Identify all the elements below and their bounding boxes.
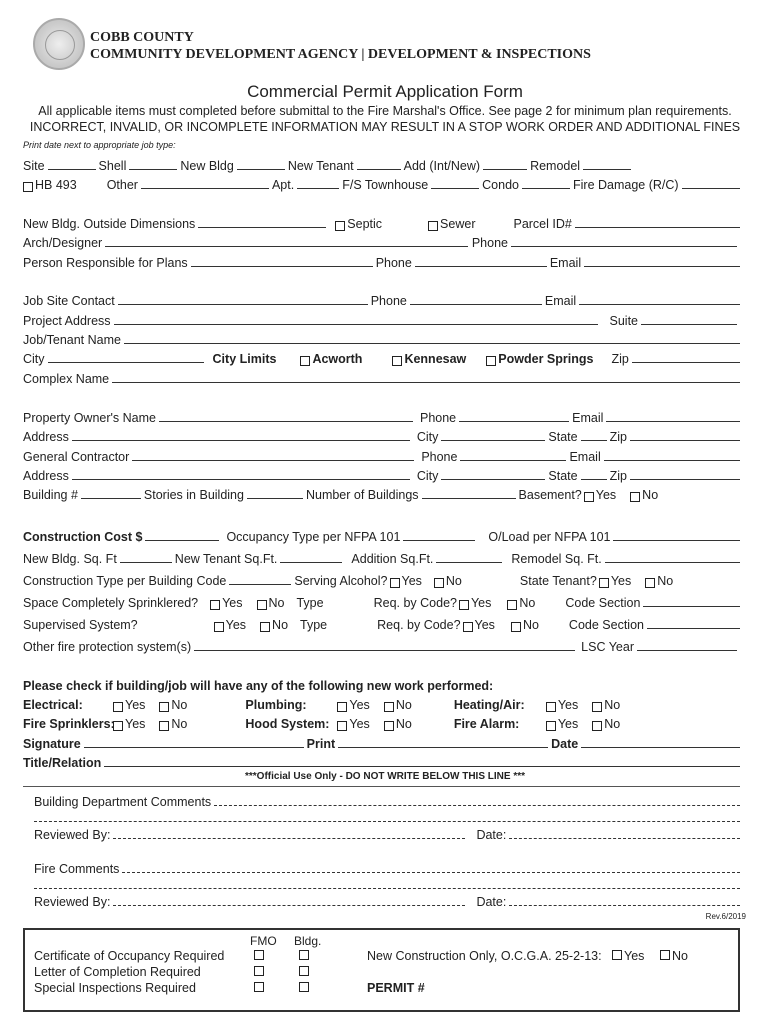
new-tenant-field[interactable] xyxy=(357,169,401,170)
basement-no-checkbox[interactable] xyxy=(630,492,640,502)
other-field[interactable] xyxy=(141,188,269,189)
label-contact-email: Email xyxy=(544,294,577,308)
outside-dims-field[interactable] xyxy=(198,227,326,228)
label-building-no: Building # xyxy=(23,488,78,502)
arch-phone-field[interactable] xyxy=(511,246,737,247)
new-construction-no-checkbox[interactable] xyxy=(660,950,670,960)
septic-checkbox[interactable] xyxy=(335,221,345,231)
label-fs-townhouse: F/S Townhouse xyxy=(342,178,429,192)
basement-yes-checkbox[interactable] xyxy=(584,492,594,502)
site-field[interactable] xyxy=(48,169,96,170)
label-supervised-type: Type xyxy=(300,618,328,632)
label-title-relation: Title/Relation xyxy=(23,756,102,770)
label-shell: Shell xyxy=(98,159,127,173)
gc-phone-field[interactable] xyxy=(460,460,566,461)
building-no-field[interactable] xyxy=(81,498,141,499)
label-zip: Zip xyxy=(611,352,629,366)
gc-zip-field[interactable] xyxy=(630,479,740,480)
label-complex: Complex Name xyxy=(23,372,110,386)
label-owner-state: State xyxy=(548,430,578,444)
revision-label: Rev.6/2019 xyxy=(705,912,746,921)
zip-field[interactable] xyxy=(632,362,740,363)
label-other: Other xyxy=(106,178,138,192)
arch-field[interactable] xyxy=(105,246,468,247)
co-fmo-checkbox[interactable] xyxy=(254,950,264,960)
label-gc-city: City xyxy=(416,469,439,483)
owner-name-field[interactable] xyxy=(159,421,413,422)
label-outside-dims: New Bldg. Outside Dimensions xyxy=(23,217,196,231)
label-other-fire: Other fire protection system(s) xyxy=(23,640,192,654)
label-plans-phone: Phone xyxy=(375,256,412,270)
state-tenant-no-checkbox[interactable] xyxy=(645,578,655,588)
label-hood: Hood System: xyxy=(245,717,330,731)
date-field[interactable] xyxy=(581,747,740,748)
label-state-tenant-yes: Yes xyxy=(610,574,632,588)
work-heading: Please check if building/job will have any of the following new work performed: xyxy=(23,679,494,693)
alarm-no-checkbox[interactable] xyxy=(592,721,602,731)
label-owner-zip: Zip xyxy=(609,430,627,444)
label-special: Special Inspections Required xyxy=(34,981,196,995)
owner-state-field[interactable] xyxy=(581,440,607,441)
label-sprinklered-no: No xyxy=(268,596,285,610)
new-construction-yes-checkbox[interactable] xyxy=(612,950,622,960)
label-powder-springs: Powder Springs xyxy=(498,352,594,366)
label-sprinklers-no: No xyxy=(171,717,188,731)
label-hood-yes: Yes xyxy=(349,717,370,731)
label-fire-reviewed: Reviewed By: xyxy=(34,895,111,909)
city-field[interactable] xyxy=(48,362,204,363)
label-remodel-sqft: Remodel Sq. Ft. xyxy=(511,552,602,566)
label-sprinklers: Fire Sprinklers: xyxy=(23,717,115,731)
label-supervised-req-yes: Yes xyxy=(474,618,495,632)
label-sprinkler-req-no: No xyxy=(519,596,536,610)
alcohol-yes-checkbox[interactable] xyxy=(390,578,400,588)
label-septic: Septic xyxy=(347,217,383,231)
label-heating-yes: Yes xyxy=(557,698,579,712)
label-new-construction-yes: Yes xyxy=(624,949,645,963)
label-apt: Apt. xyxy=(271,178,295,192)
label-sewer: Sewer xyxy=(440,217,476,231)
hb493-checkbox[interactable] xyxy=(23,182,33,192)
label-num-buildings: Number of Buildings xyxy=(305,488,419,502)
label-fire-comments: Fire Comments xyxy=(34,862,120,876)
hood-no-checkbox[interactable] xyxy=(384,721,394,731)
label-gc-address: Address xyxy=(23,469,69,483)
label-arch-phone: Phone xyxy=(471,236,508,250)
gc-email-field[interactable] xyxy=(604,460,740,461)
gc-city-field[interactable] xyxy=(441,479,545,480)
supervised-req-yes-checkbox[interactable] xyxy=(463,622,473,632)
project-address-field[interactable] xyxy=(114,324,598,325)
label-remodel: Remodel xyxy=(530,159,581,173)
supervised-no-checkbox[interactable] xyxy=(260,622,270,632)
label-plumbing: Plumbing: xyxy=(245,698,307,712)
bldg-comments-field[interactable] xyxy=(214,805,740,806)
label-sprinkler-code: Code Section xyxy=(565,596,641,610)
plans-email-field[interactable] xyxy=(584,266,740,267)
label-alarm-no: No xyxy=(604,717,621,731)
sprinklered-no-checkbox[interactable] xyxy=(257,600,267,610)
label-owner-email: Email xyxy=(572,411,604,425)
sprinkler-code-field[interactable] xyxy=(643,606,740,607)
label-gc: General Contractor xyxy=(23,450,130,464)
label-new-construction-no: No xyxy=(672,949,688,963)
label-supervised-req-no: No xyxy=(522,618,539,632)
label-alarm-yes: Yes xyxy=(557,717,579,731)
label-basement: Basement? xyxy=(518,488,582,502)
parcel-field[interactable] xyxy=(575,227,740,228)
page-title: Commercial Permit Application Form xyxy=(247,82,523,101)
label-sprinkler-req-yes: Yes xyxy=(470,596,492,610)
label-suite: Suite xyxy=(609,314,638,328)
label-supervised-no: No xyxy=(272,618,289,632)
fire-date-field[interactable] xyxy=(509,905,740,906)
label-supervised-code: Code Section xyxy=(568,618,644,632)
label-alcohol-yes: Yes xyxy=(401,574,422,588)
label-arch: Arch/Designer xyxy=(23,236,103,250)
lsc-year-field[interactable] xyxy=(637,650,737,651)
fire-comments-field[interactable] xyxy=(122,872,740,873)
note-1: All applicable items must completed before submittal to the Fire Marshal's Office. See page 2 for minimum plan requirements. xyxy=(38,104,732,118)
label-sprinklers-yes: Yes xyxy=(125,717,146,731)
title-relation-field[interactable] xyxy=(104,766,740,767)
fire-damage-field[interactable] xyxy=(682,188,740,189)
label-alarm: Fire Alarm: xyxy=(453,717,520,731)
kennesaw-checkbox[interactable] xyxy=(392,356,402,366)
electrical-no-checkbox[interactable] xyxy=(159,702,169,712)
owner-email-field[interactable] xyxy=(606,421,740,422)
label-supervised-yes: Yes xyxy=(225,618,247,632)
construction-cost-field[interactable] xyxy=(145,540,219,541)
fire-comments-line-2[interactable] xyxy=(34,888,740,889)
label-person-plans: Person Responsible for Plans xyxy=(23,256,188,270)
job-tenant-field[interactable] xyxy=(124,343,740,344)
electrical-yes-checkbox[interactable] xyxy=(113,702,123,712)
label-permit: PERMIT # xyxy=(367,981,425,995)
label-sprinklered-yes: Yes xyxy=(222,596,243,610)
label-new-bldg: New Bldg xyxy=(180,159,234,173)
label-owner-name: Property Owner's Name xyxy=(23,411,156,425)
official-divider xyxy=(23,786,740,787)
label-construction-cost: Construction Cost $ xyxy=(23,530,143,544)
label-new-construction: New Construction Only, O.C.G.A. 25-2-13: xyxy=(367,949,602,963)
county-seal-logo xyxy=(33,18,85,70)
label-loc: Letter of Completion Required xyxy=(34,965,201,979)
note-2: INCORRECT, INVALID, OR INCOMPLETE INFORMATION MAY RESULT IN A STOP WORK ORDER AND ADDITIONAL FINES xyxy=(29,120,741,134)
label-plumbing-yes: Yes xyxy=(349,698,370,712)
new-bldg-field[interactable] xyxy=(237,169,285,170)
label-bldg-comments: Building Department Comments xyxy=(34,795,212,809)
label-stories: Stories in Building xyxy=(143,488,244,502)
label-sprinkler-type: Type xyxy=(296,596,324,610)
remodel-field[interactable] xyxy=(583,169,631,170)
label-date: Date xyxy=(551,737,579,751)
label-hood-no: No xyxy=(395,717,412,731)
label-city: City xyxy=(23,352,45,366)
special-fmo-checkbox[interactable] xyxy=(254,982,264,992)
label-new-sqft: New Bldg. Sq. Ft xyxy=(23,552,117,566)
plumbing-yes-checkbox[interactable] xyxy=(337,702,347,712)
label-project-address: Project Address xyxy=(23,314,111,328)
remodel-sqft-field[interactable] xyxy=(605,562,740,563)
shell-field[interactable] xyxy=(129,169,177,170)
label-owner-address: Address xyxy=(23,430,69,444)
label-parcel: Parcel ID# xyxy=(513,217,572,231)
label-construction-type: Construction Type per Building Code xyxy=(23,574,227,588)
label-kennesaw: Kennesaw xyxy=(404,352,467,366)
add-field[interactable] xyxy=(483,169,527,170)
alarm-yes-checkbox[interactable] xyxy=(546,721,556,731)
special-bldg-checkbox[interactable] xyxy=(299,982,309,992)
suite-field[interactable] xyxy=(641,324,737,325)
label-alcohol-no: No xyxy=(445,574,462,588)
supervised-req-no-checkbox[interactable] xyxy=(511,622,521,632)
print-field[interactable] xyxy=(338,747,548,748)
official-use-note: ***Official Use Only - DO NOT WRITE BELOW THIS LINE *** xyxy=(244,771,526,782)
label-signature: Signature xyxy=(23,737,81,751)
label-gc-zip: Zip xyxy=(609,469,627,483)
alcohol-no-checkbox[interactable] xyxy=(434,578,444,588)
contact-phone-field[interactable] xyxy=(410,304,542,305)
heating-no-checkbox[interactable] xyxy=(592,702,602,712)
label-owner-city: City xyxy=(416,430,439,444)
powder-springs-checkbox[interactable] xyxy=(486,356,496,366)
bldg-reviewed-field[interactable] xyxy=(113,838,465,839)
label-basement-no: No xyxy=(642,488,659,502)
label-gc-state: State xyxy=(548,469,578,483)
owner-city-field[interactable] xyxy=(441,440,545,441)
county-name: COBB COUNTY xyxy=(90,30,194,45)
construction-type-field[interactable] xyxy=(229,584,291,585)
hood-yes-checkbox[interactable] xyxy=(337,721,347,731)
label-oload: O/Load per NFPA 101 xyxy=(488,530,611,544)
label-gc-email: Email xyxy=(569,450,601,464)
occupancy-field[interactable] xyxy=(403,540,475,541)
label-fire-damage: Fire Damage (R/C) xyxy=(573,178,679,192)
label-acworth: Acworth xyxy=(312,352,363,366)
supervised-yes-checkbox[interactable] xyxy=(214,622,224,632)
acworth-checkbox[interactable] xyxy=(300,356,310,366)
label-bldg: Bldg. xyxy=(294,934,322,948)
label-heating-no: No xyxy=(604,698,621,712)
label-print: Print xyxy=(306,737,336,751)
plans-phone-field[interactable] xyxy=(415,266,547,267)
label-electrical: Electrical: xyxy=(23,698,83,712)
sewer-checkbox[interactable] xyxy=(428,221,438,231)
supervised-code-field[interactable] xyxy=(647,628,740,629)
fs-townhouse-field[interactable] xyxy=(431,188,479,189)
agency-name: COMMUNITY DEVELOPMENT AGENCY | DEVELOPMENT & INSPECTIONS xyxy=(90,47,591,62)
sprinklers-no-checkbox[interactable] xyxy=(159,721,169,731)
label-contact-phone: Phone xyxy=(370,294,407,308)
label-state-tenant-no: No xyxy=(657,574,674,588)
label-add: Add (Int/New) xyxy=(403,159,481,173)
tenant-sqft-field[interactable] xyxy=(280,562,342,563)
co-bldg-checkbox[interactable] xyxy=(299,950,309,960)
stories-field[interactable] xyxy=(247,498,303,499)
label-sprinkler-req: Req. by Code? xyxy=(373,596,457,610)
new-sqft-field[interactable] xyxy=(120,562,172,563)
sprinkler-req-yes-checkbox[interactable] xyxy=(459,600,469,610)
label-sprinklered: Space Completely Sprinklered? xyxy=(23,596,199,610)
apt-field[interactable] xyxy=(297,188,339,189)
state-tenant-yes-checkbox[interactable] xyxy=(599,578,609,588)
label-supervised-req: Req. by Code? xyxy=(377,618,461,632)
label-occupancy: Occupancy Type per NFPA 101 xyxy=(226,530,401,544)
gc-address-field[interactable] xyxy=(72,479,410,480)
condo-field[interactable] xyxy=(522,188,570,189)
gc-state-field[interactable] xyxy=(581,479,607,480)
label-electrical-no: No xyxy=(171,698,188,712)
owner-zip-field[interactable] xyxy=(630,440,740,441)
label-heating: Heating/Air: xyxy=(453,698,525,712)
sprinklers-yes-checkbox[interactable] xyxy=(113,721,123,731)
label-job-contact: Job Site Contact xyxy=(23,294,115,308)
signature-field[interactable] xyxy=(84,747,304,748)
loc-fmo-checkbox[interactable] xyxy=(254,966,264,976)
label-alcohol: Serving Alcohol? xyxy=(294,574,388,588)
label-plans-email: Email xyxy=(549,256,582,270)
label-new-tenant: New Tenant xyxy=(287,159,354,173)
label-co: Certificate of Occupancy Required xyxy=(34,949,225,963)
label-basement-yes: Yes xyxy=(595,488,617,502)
label-electrical-yes: Yes xyxy=(125,698,146,712)
label-city-limits: City Limits xyxy=(212,352,277,366)
oload-field[interactable] xyxy=(613,540,740,541)
job-contact-field[interactable] xyxy=(118,304,368,305)
owner-address-field[interactable] xyxy=(72,440,410,441)
other-fire-field[interactable] xyxy=(194,650,575,651)
label-lsc-year: LSC Year xyxy=(581,640,634,654)
person-plans-field[interactable] xyxy=(191,266,373,267)
complex-field[interactable] xyxy=(112,382,740,383)
owner-phone-field[interactable] xyxy=(459,421,569,422)
print-note: Print date next to appropriate job type: xyxy=(23,140,176,150)
label-state-tenant: State Tenant? xyxy=(519,574,597,588)
fire-reviewed-field[interactable] xyxy=(113,905,465,906)
label-addition-sqft: Addition Sq.Ft. xyxy=(351,552,434,566)
label-job-tenant: Job/Tenant Name xyxy=(23,333,121,347)
label-condo: Condo xyxy=(482,178,519,192)
sprinkler-req-no-checkbox[interactable] xyxy=(507,600,517,610)
label-plumbing-no: No xyxy=(395,698,412,712)
label-owner-phone: Phone xyxy=(419,411,457,425)
plumbing-no-checkbox[interactable] xyxy=(384,702,394,712)
label-fmo: FMO xyxy=(250,934,277,948)
contact-email-field[interactable] xyxy=(579,304,740,305)
label-fire-date: Date: xyxy=(476,895,507,909)
label-tenant-sqft: New Tenant Sq.Ft. xyxy=(174,552,278,566)
gc-field[interactable] xyxy=(132,460,414,461)
sprinklered-yes-checkbox[interactable] xyxy=(210,600,220,610)
bldg-comments-line-2[interactable] xyxy=(34,821,740,822)
label-bldg-reviewed: Reviewed By: xyxy=(34,828,111,842)
heating-yes-checkbox[interactable] xyxy=(546,702,556,712)
addition-sqft-field[interactable] xyxy=(436,562,502,563)
label-supervised: Supervised System? xyxy=(23,618,138,632)
label-site: Site xyxy=(23,159,45,173)
label-gc-phone: Phone xyxy=(421,450,458,464)
loc-bldg-checkbox[interactable] xyxy=(299,966,309,976)
label-hb493: HB 493 xyxy=(35,178,77,192)
label-bldg-date: Date: xyxy=(476,828,507,842)
bldg-date-field[interactable] xyxy=(509,838,740,839)
num-buildings-field[interactable] xyxy=(422,498,516,499)
